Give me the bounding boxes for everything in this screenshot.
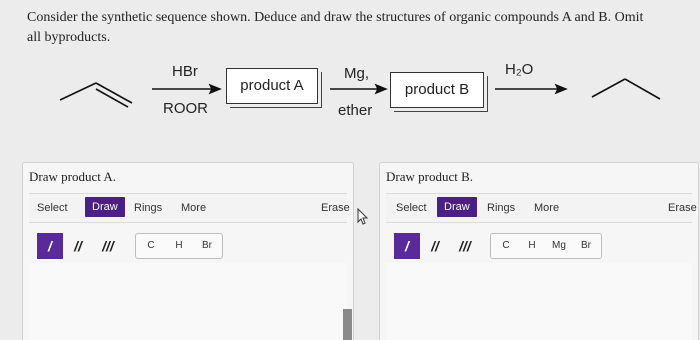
arrow-step-3 [495, 85, 566, 93]
reagent-water: H₂O [505, 61, 534, 78]
product-a-label: product A [240, 77, 304, 94]
erase-button[interactable]: Erase [321, 202, 350, 214]
draw-tab[interactable]: Draw [437, 197, 477, 217]
panel-b-canvas[interactable] [386, 263, 692, 340]
product-a-box [226, 68, 318, 104]
rings-tab[interactable]: Rings [487, 202, 516, 214]
mouse-cursor-icon [356, 208, 370, 226]
question-line-1: Consider the synthetic sequence shown. Deduce and draw the structures of organic compounds A and B. Omit [27, 10, 644, 25]
select-tab[interactable]: Select [37, 202, 68, 214]
panel-a-scrollbar[interactable] [343, 309, 352, 340]
double-bond-button[interactable]: // [431, 238, 439, 254]
more-tab[interactable]: More [181, 202, 207, 214]
arrow-step-2 [330, 85, 386, 93]
atom-c-button[interactable]: C [502, 240, 510, 251]
atom-c-button[interactable]: C [147, 240, 155, 251]
product-b-box [390, 72, 484, 108]
propane-structure [592, 79, 660, 99]
single-bond-button[interactable]: / [37, 233, 63, 259]
reagent-roor: ROOR [163, 100, 208, 117]
panel-b-bond-tools [394, 233, 484, 259]
arrow-step-1 [152, 85, 220, 93]
atom-h-button[interactable]: H [528, 240, 536, 251]
panel-a-atom-tools [135, 233, 223, 259]
draw-panel-a [22, 162, 354, 340]
atom-br-button[interactable]: Br [202, 240, 212, 251]
draw-tab[interactable]: Draw [85, 197, 125, 217]
product-b-label: product B [404, 81, 470, 98]
triple-bond-button[interactable]: /// [102, 238, 114, 254]
atom-h-button[interactable]: H [175, 240, 183, 251]
panel-a-bond-tools [37, 233, 127, 259]
reagent-mg: Mg, [344, 65, 370, 82]
double-bond-button[interactable]: // [74, 238, 82, 254]
rings-tab[interactable]: Rings [134, 202, 163, 214]
atom-br-button[interactable]: Br [581, 240, 591, 251]
erase-button[interactable]: Erase [668, 202, 697, 214]
question-line-2: all byproducts. [27, 30, 111, 45]
atom-mg-button[interactable]: Mg [552, 240, 566, 251]
propene-structure [60, 83, 132, 107]
single-bond-button[interactable]: / [394, 233, 420, 259]
more-tab[interactable]: More [534, 202, 560, 214]
panel-b-toolbar [386, 193, 697, 223]
select-tab[interactable]: Select [396, 202, 427, 214]
panel-a-canvas[interactable] [29, 263, 347, 340]
panel-a-title: Draw product A. [29, 169, 117, 184]
question-text [27, 8, 667, 48]
reaction-scheme [0, 55, 700, 130]
draw-panel-b [379, 162, 699, 340]
panel-b-title: Draw product B. [386, 169, 474, 184]
panel-a-toolbar [29, 193, 350, 223]
reagent-hbr: HBr [172, 63, 198, 80]
triple-bond-button[interactable]: /// [459, 238, 471, 254]
reagent-ether: ether [338, 102, 373, 119]
panel-b-atom-tools [490, 233, 602, 259]
